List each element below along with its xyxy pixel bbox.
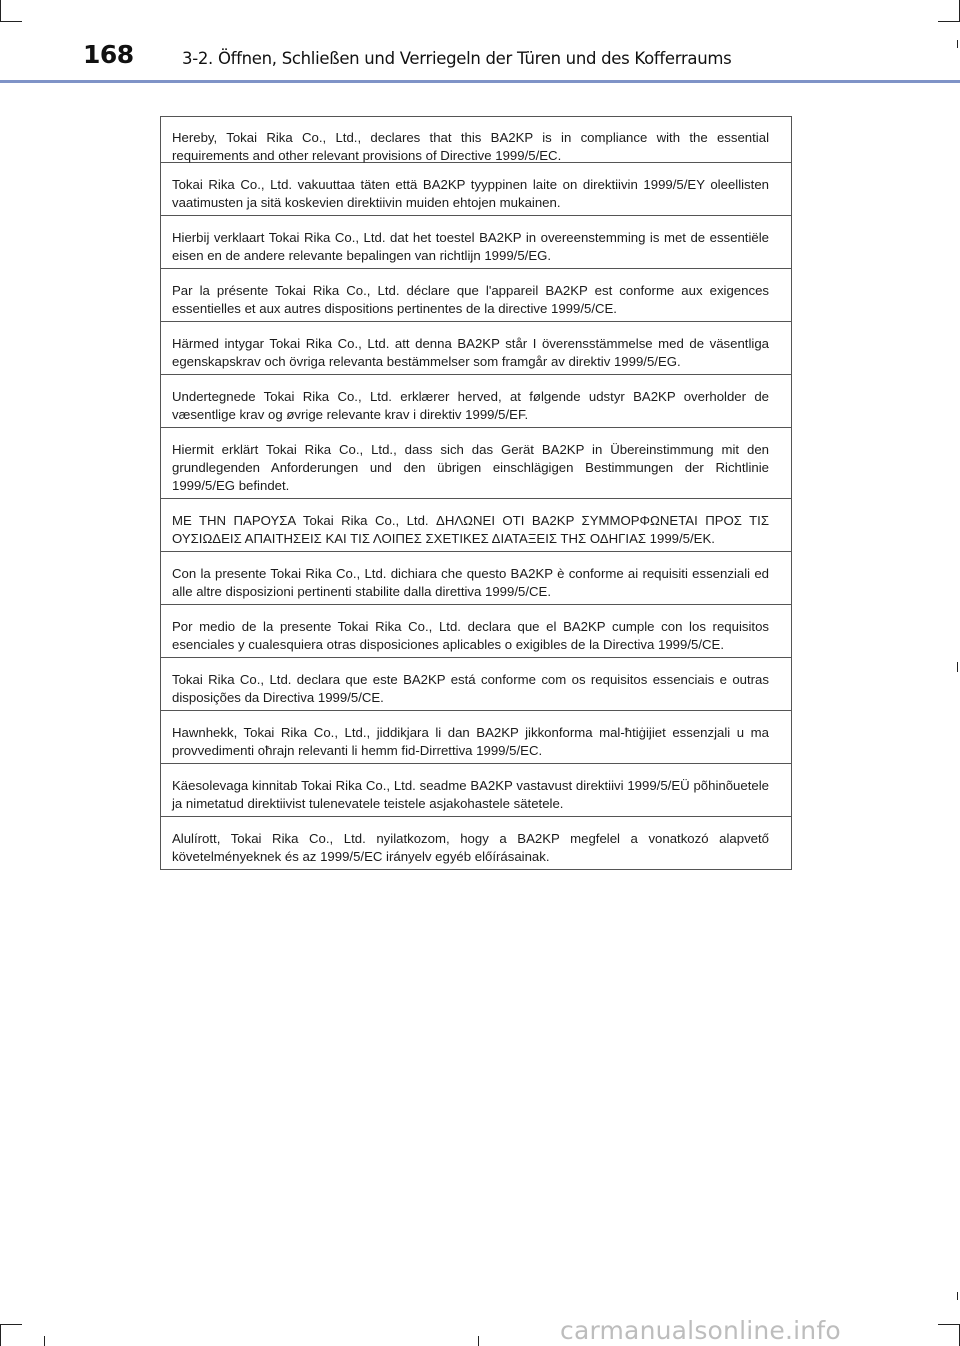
crop-mark [0,1324,22,1325]
crop-mark [957,1292,958,1300]
chapter-title: 3-2. Öffnen, Schließen und Verriegeln der Türen und des Kofferraums [182,49,732,68]
declaration-hungarian: Alulírott, Tokai Rika Co., Ltd. nyilatkozom, hogy a BA2KP megfelel a vonatkozó alapvető követelményeknek és az 1999/5/EC irányelv egyéb előírásainak. [161,817,791,870]
page-number: 168 [83,40,134,69]
declaration-greek: ΜΕ ΤΗΝ ΠΑΡΟΥΣΑ Tokai Rika Co., Ltd. ΔΗΛΩΝΕΙ ΟΤΙ BA2KP ΣΥΜΜΟΡΦΩΝΕΤΑΙ ΠΡΟΣ ΤΙΣ ΟΥΣΙΩΔΕΙΣ ΑΠΑΙΤΗΣΕΙΣ ΚΑΙ ΤΙΣ ΛΟΙΠΕΣ ΣΧΕΤΙΚΕΣ ΔΙΑΤΑΞΕΙΣ ΤΗΣ ΟΔΗΓΙΑΣ 1999/5/ΕΚ. [161,499,791,552]
watermark: carmanualsonline.info [560,1316,841,1345]
crop-mark [0,1324,1,1346]
declaration-maltese: Hawnhekk, Tokai Rika Co., Ltd., jiddikjara li dan BA2KP jikkonforma mal-ħtiġijiet essenzjali u ma provvedimenti oħrajn relevanti li hemm fid-Dirrettiva 1999/5/EC. [161,711,791,764]
crop-mark [957,662,958,672]
declaration-danish: Undertegnede Tokai Rika Co., Ltd. erklærer herved, at følgende udstyr BA2KP overholder de væsentlige krav og øvrige relevante krav i direktiv 1999/5/EF. [161,375,791,428]
declaration-dutch: Hierbij verklaart Tokai Rika Co., Ltd. dat het toestel BA2KP in overeenstemming is met de essentiële eisen en de andere relevante bepalingen van richtlijn 1999/5/EG. [161,216,791,269]
header-rule [0,80,960,83]
declaration-finnish: Tokai Rika Co., Ltd. vakuuttaa täten että BA2KP tyyppinen laite on direktiivin 1999/5/EY oleellisten vaatimusten ja sitä koskevien direktiivin muiden ehtojen mukainen. [161,163,791,216]
declaration-estonian: Käesolevaga kinnitab Tokai Rika Co., Ltd. seadme BA2KP vastavust direktiivi 1999/5/EÜ põhinõuetele ja nimetatud direktiivist tulenevatele teistele asjakohastele sätetele. [161,764,791,817]
declaration-italian: Con la presente Tokai Rika Co., Ltd. dichiara che questo BA2KP è conforme ai requisiti essenziali ed alle altre disposizioni pertinenti stabilite dalla direttiva 1999/5/CE. [161,552,791,605]
declaration-swedish: Härmed intygar Tokai Rika Co., Ltd. att denna BA2KP står I överensstämmelse med de väsentliga egenskapskrav och övriga relevanta bestämmelser som framgår av direktiv 1999/5/EG. [161,322,791,375]
declaration-german: Hiermit erklärt Tokai Rika Co., Ltd., dass sich das Gerät BA2KP in Übereinstimmung mit den grundlegenden Anforderungen und den übrigen einschlägigen Bestimmungen der Richtlinie 1999/5/EG befindet. [161,428,791,499]
crop-mark [478,1336,479,1346]
crop-mark [938,1324,960,1325]
declaration-spanish: Por medio de la presente Tokai Rika Co., Ltd. declara que el BA2KP cumple con los requisitos esenciales y cualesquiera otras disposiciones aplicables o exigibles de la Directiva 1999/5/CE. [161,605,791,658]
declaration-portuguese: Tokai Rika Co., Ltd. declara que este BA2KP está conforme com os requisitos essenciais e outras disposições da Directiva 1999/5/CE. [161,658,791,711]
declaration-table [160,116,792,870]
declaration-english: Hereby, Tokai Rika Co., Ltd., declares that this BA2KP is in compliance with the essential requirements and other relevant provisions of Directive 1999/5/EC. [161,117,791,163]
page-header [0,0,960,82]
declaration-french: Par la présente Tokai Rika Co., Ltd. déclare que l'appareil BA2KP est conforme aux exigences essentielles et aux autres dispositions pertinentes de la directive 1999/5/CE. [161,269,791,322]
crop-mark [44,1336,45,1346]
